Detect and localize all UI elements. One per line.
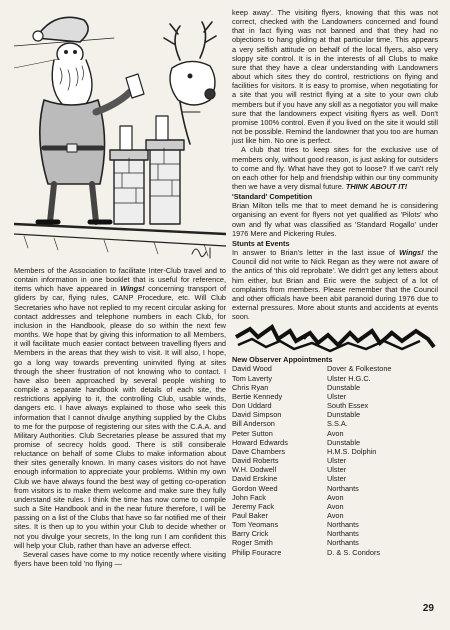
stunts-at-events-paragraph: In answer to Brian's letter in the last issue of Wings! the Council did not write to Nick Regan as they were not aware of the antics of 'this old reprobate'. We didn't get any letters about him either, but Brian and Eric were the subject of a lot of complaints from members. Please remember that the Council and other officials have been abit paranoid during 1976 due to external pressures. More about stunts and accidents at events soon. (232, 248, 438, 322)
observer-club: Ulster H.G.C. (327, 373, 371, 383)
table-row (232, 511, 392, 520)
observer-name: Gordon Weed (232, 483, 278, 493)
observer-name: Peter Sutton (232, 428, 273, 438)
observer-name: Dave Chambers (232, 446, 286, 456)
observer-club: H.M.S. Dolphin (327, 446, 377, 456)
table-row (232, 383, 392, 392)
observer-name: Philip Fouracre (232, 547, 282, 557)
santa-reindeer-cartoon (14, 8, 226, 266)
right-paragraph-2: A club that tries to keep sites for the exclusive use of members only, without good reason, is just asking for outsiders to come and fly. What have they got to loose? If we can't rely on each other for help and friendship within our tiny community then we have a very dismal future. THINK ABOUT IT! (232, 145, 438, 191)
observer-club: Avon (327, 492, 344, 502)
observer-club: Northants (327, 483, 359, 493)
observer-name: Tom Laverty (232, 373, 272, 383)
wings-magazine-title: Wings! (399, 248, 424, 258)
left-paragraph-2: Several cases have come to my notice recently where visiting flyers have been told 'no flying — (14, 549, 226, 568)
observer-club: Dover & Folkestone (327, 364, 392, 374)
observer-name: Don Uddard (232, 401, 272, 411)
table-row (232, 493, 392, 502)
observer-club: Northants (327, 529, 359, 539)
right-column (232, 8, 438, 557)
observer-name: Roger Smith (232, 538, 273, 548)
observer-club: Northants (327, 538, 359, 548)
observer-club: Ulster (327, 474, 347, 484)
table-row (232, 456, 392, 465)
left-paragraph-1: Members of the Association to facilitate Inter-Club travel and to contain information in one booklet that is useful for reference, items which have appeared in Wings! concerning transport of gliders by car, flying rules, CANP Procedure, etc. Will Club Secretaries who have not replied to my recent circular asking for contact addresses and telephone numbers in each Club, for inclusion in the Handbook, please do so within the next few months. We hope that by giving this information to all Members, it will facilitate much easier contact between travelling flyers and Members in the areas that they wish to visit. It will also, I hope, go a long way towards preventing uninvited flying at sites through the sheer frustration of not knowing who to contact. I have also been approached by several people wishing to compile a separate handbook with details of each site, the restrictions applying to it, the controlling Club, usable winds, dangers etc. I have always explained to those who seek this information that I cannot divulge anything supplied by the Clubs to me for the purpose of registering our sites with the C.A.A. and Military Authorities. Club Secretaries please be assured that my promise of secrecy holds good. There is still consiberale reluctance on behalf of some Clubs to make information about their sites generally known. In many cases visitors do not have enough information to appreciate your problems. Within my own Club we have always found the best way of getting co-operation from visitors is to make them welcome and make sure they fully understand site rules. I think the time has now come to compile such a Site Handbook and in the near future therefore, I will be passing on a list of the Clubs that have so far notified me of their sites. It is then up to you within your Club to decide whether or not you divulge your secrets, In the long run I am confident this will help your Club, rather than have an adverse effect. (14, 266, 227, 550)
right-paragraph-1: keep away'. The visiting flyers, knowing that this was not correct, checked with the Landowners concerned and found that in fact flying was not banned and that they had no objections to hang gliding at that particular time. This appears a very selfish attitude on behalf of the local flyers, also very sloppy site control. It is in the interests of all Clubs to make sure that they have a clear understanding with Landowners about which sites they do control, restrictions on flying and facilities for visitors. It is easy to promise, when negotiating for a site that you will restrict flying at a site to your own club members but if you have any skill as a negotiator you will make sure that the landowners expect visiting flyers as well. Don't promise 100% control. Even if you lived on the site it would still not be possible. Remind the landowner that you too are human just like him. No one is perfect. (232, 8, 438, 146)
table-row (232, 429, 392, 438)
table-row (232, 529, 392, 538)
new-observer-appointments-heading: New Observer Appointments (232, 355, 333, 365)
table-row (232, 419, 392, 428)
observer-name: Howard Edwards (232, 437, 288, 447)
standard-competition-heading: 'Standard' Competition (232, 192, 313, 202)
standard-competition-paragraph: Brian Milton tells me that to meet demand he is considering organising an event for flyers not yet qualified as 'Pilots' who own and fly what was classified as 'Standard Rogallo' under 1976 Mere and Pickering Rules. (232, 201, 438, 238)
left-column (14, 266, 226, 568)
think-about-it-emphasis: THINK ABOUT IT! (345, 181, 408, 191)
table-row (232, 538, 392, 547)
observer-name: Chris Ryan (232, 382, 269, 392)
observer-name: John Fack (232, 492, 266, 502)
observer-name: David Wood (232, 364, 272, 374)
observer-name: Jeremy Fack (232, 501, 275, 511)
observer-name: David Simpson (232, 410, 282, 420)
decorative-banner (232, 323, 438, 353)
table-row (232, 401, 392, 410)
table-row (232, 374, 392, 383)
table-row (232, 410, 392, 419)
table-row (232, 502, 392, 511)
observer-club: Dunstable (327, 437, 361, 447)
observer-name: W.H. Dodwell (232, 465, 277, 475)
observer-appointments-table (232, 364, 392, 556)
observer-name: Paul Baker (232, 510, 268, 520)
table-row (232, 484, 392, 493)
stunts-at-events-heading: Stunts at Events (232, 238, 290, 248)
observer-club: Avon (327, 501, 344, 511)
table-row (232, 465, 392, 474)
page-number: 29 (422, 603, 434, 614)
table-row (232, 447, 392, 456)
observer-club: Avon (327, 428, 344, 438)
observer-club: S.S.A. (327, 419, 348, 429)
table-row (232, 392, 392, 401)
table-row (232, 520, 392, 529)
observer-club: Ulster (327, 456, 347, 466)
observer-name: Barry Crick (232, 529, 269, 539)
observer-club: Northants (327, 520, 359, 530)
observer-club: Ulster (327, 465, 347, 475)
observer-club: Ulster (327, 391, 347, 401)
observer-name: Tom Yeomans (232, 520, 279, 530)
observer-club: D. & S. Condors (327, 547, 381, 557)
observer-club: Avon (327, 510, 344, 520)
observer-name: David Roberts (232, 456, 279, 466)
observer-club: Dunstable (327, 382, 361, 392)
table-row (232, 548, 392, 557)
observer-name: David Erskine (232, 474, 278, 484)
wings-magazine-title: Wings! (120, 284, 145, 294)
observer-club: Dunstable (327, 410, 361, 420)
observer-club: South Essex (327, 401, 369, 411)
observer-name: Bill Anderson (232, 419, 275, 429)
table-row (232, 474, 392, 483)
table-row (232, 438, 392, 447)
observer-name: Bertie Kennedy (232, 391, 283, 401)
table-row (232, 364, 392, 373)
